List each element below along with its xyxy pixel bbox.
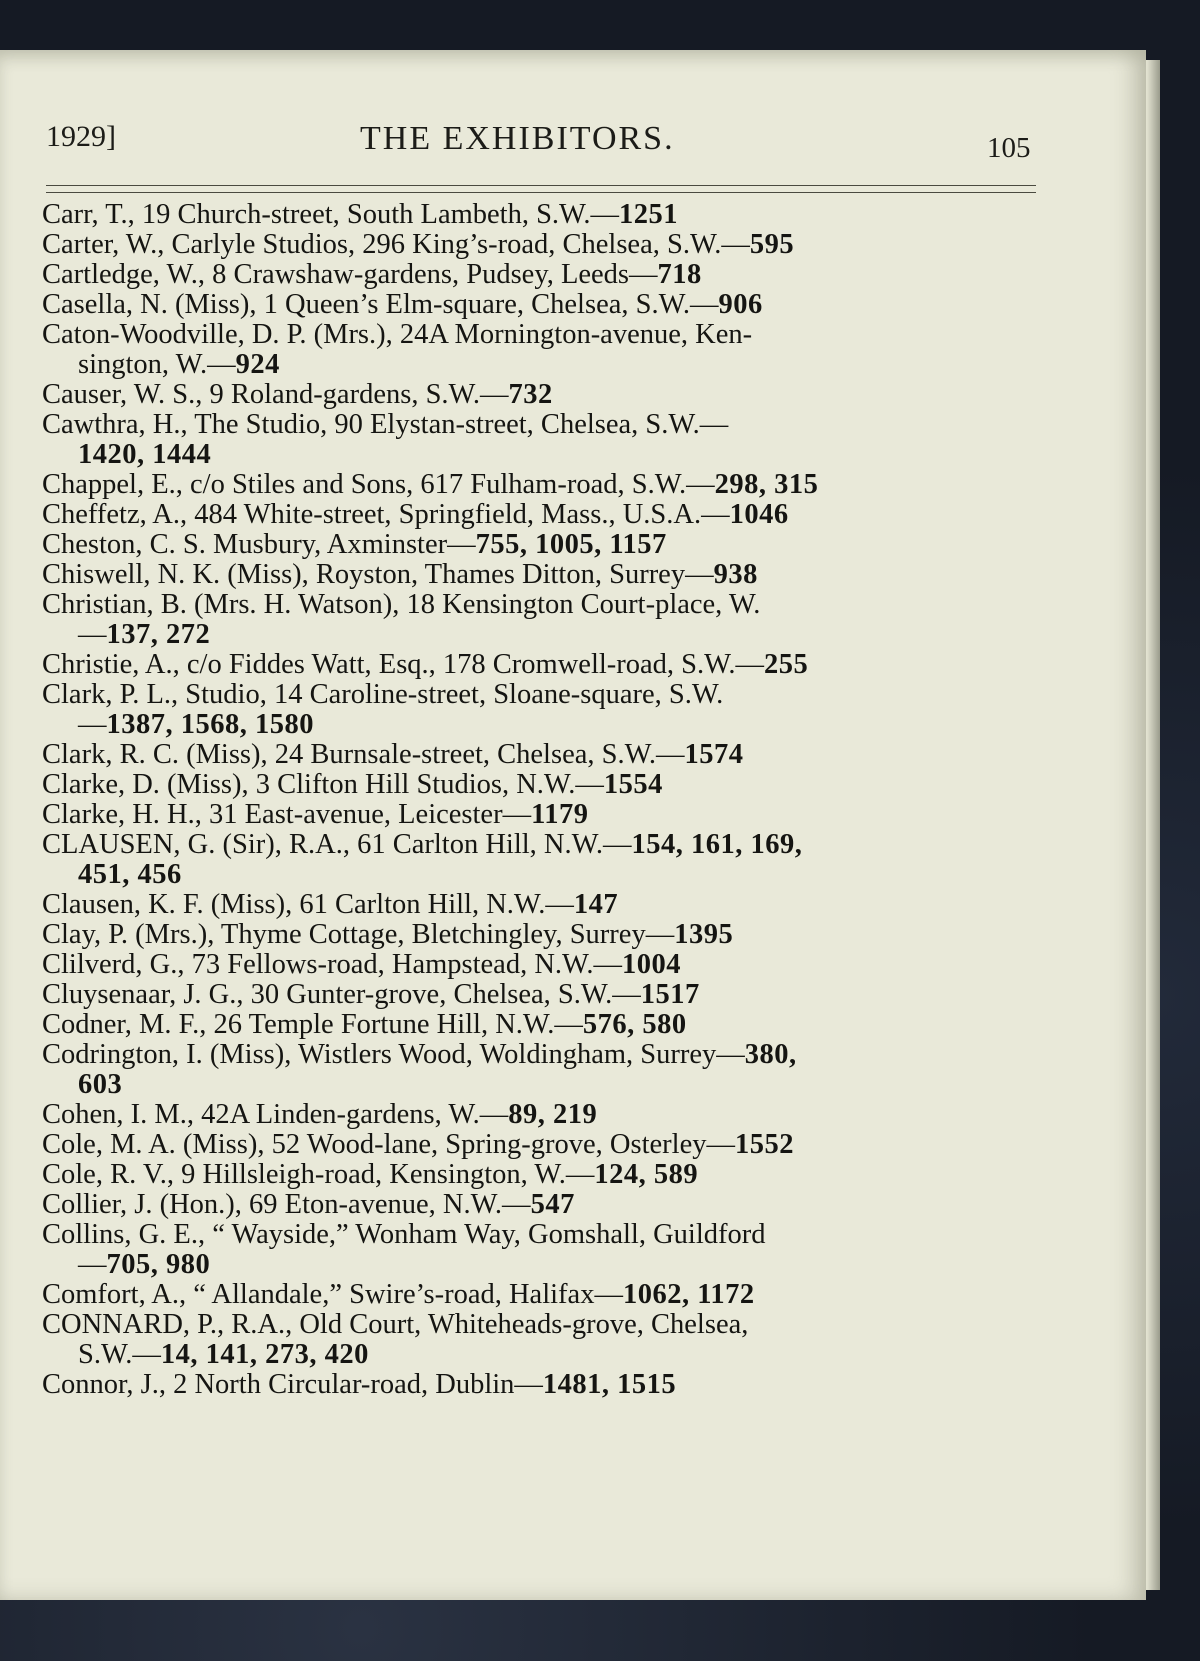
entry-catalogue-numbers: 298, 315 [714, 469, 819, 500]
exhibitor-entry [42, 1160, 1042, 1190]
exhibitor-entry [42, 230, 1042, 260]
exhibitor-entry [42, 860, 1042, 890]
entry-text: Chappel, E., c/o Stiles and Sons, 617 Fulham-road, S.W.— [42, 469, 715, 500]
entry-text: Collier, J. (Hon.), 69 Eton-avenue, N.W.— [42, 1189, 531, 1220]
entry-catalogue-numbers: 1574 [684, 739, 744, 770]
exhibitor-entry [42, 1370, 1042, 1400]
entry-text: Carr, T., 19 Church-street, South Lambeth, S.W.— [42, 199, 619, 230]
entry-text: Clark, R. C. (Miss), 24 Burnsale-street, Chelsea, S.W.— [42, 739, 685, 770]
entry-text: Chiswell, N. K. (Miss), Royston, Thames Ditton, Surrey— [42, 559, 714, 590]
exhibitor-entry [42, 200, 1042, 230]
entry-catalogue-numbers: 705, 980 [106, 1249, 211, 1280]
entry-text: Caton-Woodville, D. P. (Mrs.), 24A Mornington-avenue, Ken- [42, 319, 753, 350]
page-title: THE EXHIBITORS. [360, 120, 675, 157]
exhibitor-entry [42, 740, 1042, 770]
exhibitor-entry [42, 380, 1042, 410]
entry-catalogue-numbers: 1395 [674, 919, 734, 950]
entry-text: Cartledge, W., 8 Crawshaw-gardens, Pudsey, Leeds— [42, 259, 658, 290]
entry-catalogue-numbers: 755, 1005, 1157 [475, 529, 667, 560]
exhibitor-entry [42, 800, 1042, 830]
exhibitor-entry [42, 1340, 1042, 1370]
entry-text: Clarke, H. H., 31 East-avenue, Leicester— [42, 799, 532, 830]
exhibitor-entry [42, 1190, 1042, 1220]
entry-catalogue-numbers: 1046 [729, 499, 789, 530]
entry-catalogue-numbers: 924 [235, 349, 280, 380]
entry-catalogue-numbers: 603 [78, 1069, 123, 1100]
entry-catalogue-numbers: 154, 161, 169, [631, 829, 803, 860]
entry-catalogue-numbers: 451, 456 [78, 859, 182, 890]
exhibitor-entry [42, 500, 1042, 530]
entry-catalogue-numbers: 1062, 1172 [622, 1279, 755, 1310]
exhibitor-entry [42, 950, 1042, 980]
entry-catalogue-numbers: 1251 [618, 199, 678, 230]
header-rule [46, 185, 1036, 193]
entry-catalogue-numbers: 14, 141, 273, 420 [160, 1339, 369, 1370]
entry-catalogue-numbers: 1517 [640, 979, 700, 1010]
running-head [42, 110, 1042, 164]
page-number: 105 [987, 132, 1031, 164]
entry-text: Cole, R. V., 9 Hillsleigh-road, Kensington, W.— [42, 1159, 595, 1190]
entry-text: — [78, 1249, 107, 1280]
exhibitor-entry [42, 650, 1042, 680]
entry-text: — [78, 709, 107, 740]
entry-text: Clay, P. (Mrs.), Thyme Cottage, Bletchingley, Surrey— [42, 919, 675, 950]
entry-text: Cohen, I. M., 42A Linden-gardens, W.— [42, 1099, 509, 1130]
exhibitor-entry [42, 1070, 1042, 1100]
entry-text: Codrington, I. (Miss), Wistlers Wood, Woldingham, Surrey— [42, 1039, 745, 1070]
exhibitor-entry [42, 1310, 1042, 1340]
entry-text: Christian, B. (Mrs. H. Watson), 18 Kensington Court-place, W. [42, 589, 761, 620]
exhibitor-list [42, 200, 1042, 1400]
exhibitor-entry [42, 980, 1042, 1010]
entry-text: Cheston, C. S. Musbury, Axminster— [42, 529, 476, 560]
entry-text: sington, W.— [78, 349, 236, 380]
exhibitor-entry [42, 1130, 1042, 1160]
exhibitor-entry [42, 1280, 1042, 1310]
entry-catalogue-numbers: 137, 272 [106, 619, 211, 650]
entry-catalogue-numbers: 576, 580 [582, 1009, 687, 1040]
entry-text: Christie, A., c/o Fiddes Watt, Esq., 178 Cromwell-road, S.W.— [42, 649, 765, 680]
entry-catalogue-numbers: 255 [764, 649, 809, 680]
exhibitor-entry [42, 890, 1042, 920]
exhibitor-entry [42, 350, 1042, 380]
entry-catalogue-numbers: 906 [718, 289, 763, 320]
entry-catalogue-numbers: 147 [573, 889, 619, 920]
header-year: 1929] [46, 120, 116, 153]
entry-catalogue-numbers: 595 [749, 229, 795, 260]
exhibitor-entry [42, 260, 1042, 290]
exhibitor-entry [42, 680, 1042, 710]
entry-text: Cluysenaar, J. G., 30 Gunter-grove, Chelsea, S.W.— [42, 979, 641, 1010]
entry-catalogue-numbers: 1552 [734, 1129, 794, 1160]
exhibitor-entry [42, 530, 1042, 560]
entry-text: Casella, N. (Miss), 1 Queen’s Elm-square, Chelsea, S.W.— [42, 289, 719, 320]
entry-text: — [78, 619, 107, 650]
entry-catalogue-numbers: 732 [508, 379, 553, 410]
entry-text: Cawthra, H., The Studio, 90 Elystan-street, Chelsea, S.W.— [42, 409, 729, 440]
entry-text: Codner, M. F., 26 Temple Fortune Hill, N.W.— [42, 1009, 583, 1040]
entry-catalogue-numbers: 124, 589 [594, 1159, 699, 1190]
exhibitor-entry [42, 1220, 1042, 1250]
entry-text: CONNARD, P., R.A., Old Court, Whiteheads-grove, Chelsea, [42, 1309, 749, 1340]
entry-catalogue-numbers: 718 [657, 259, 702, 290]
exhibitor-entry [42, 710, 1042, 740]
exhibitor-entry [42, 290, 1042, 320]
entry-catalogue-numbers: 938 [713, 559, 758, 590]
entry-text: Cole, M. A. (Miss), 52 Wood-lane, Spring-grove, Osterley— [42, 1129, 735, 1160]
entry-catalogue-numbers: 89, 219 [508, 1099, 598, 1130]
exhibitor-entry [42, 590, 1042, 620]
entry-catalogue-numbers: 547 [530, 1189, 575, 1220]
exhibitor-entry [42, 1040, 1042, 1070]
exhibitor-entry [42, 470, 1042, 500]
exhibitor-entry [42, 830, 1042, 860]
entry-text: Comfort, A., “ Allandale,” Swire’s-road, Halifax— [42, 1279, 623, 1310]
entry-catalogue-numbers: 380, [744, 1039, 797, 1070]
entry-text: Causer, W. S., 9 Roland-gardens, S.W.— [42, 379, 509, 410]
exhibitor-entry [42, 1100, 1042, 1130]
entry-catalogue-numbers: 1004 [621, 949, 681, 980]
exhibitor-entry [42, 920, 1042, 950]
exhibitor-entry [42, 1010, 1042, 1040]
exhibitor-entry [42, 320, 1042, 350]
entry-text: Collins, G. E., “ Wayside,” Wonham Way, Gomshall, Guildford [42, 1219, 766, 1250]
entry-text: S.W.— [78, 1339, 161, 1370]
exhibitor-entry [42, 410, 1042, 440]
exhibitor-entry [42, 770, 1042, 800]
exhibitor-entry [42, 440, 1042, 470]
entry-catalogue-numbers: 1387, 1568, 1580 [106, 709, 314, 740]
entry-text: Clarke, D. (Miss), 3 Clifton Hill Studios, N.W.— [42, 769, 604, 800]
entry-catalogue-numbers: 1420, 1444 [78, 439, 212, 470]
entry-text: Clark, P. L., Studio, 14 Caroline-street, Sloane-square, S.W. [42, 679, 724, 710]
entry-text: CLAUSEN, G. (Sir), R.A., 61 Carlton Hill, N.W.— [42, 829, 632, 860]
entry-catalogue-numbers: 1179 [531, 799, 589, 830]
entry-catalogue-numbers: 1481, 1515 [542, 1369, 677, 1400]
entry-catalogue-numbers: 1554 [603, 769, 663, 800]
entry-text: Clilverd, G., 73 Fellows-road, Hampstead, N.W.— [42, 949, 622, 980]
entry-text: Carter, W., Carlyle Studios, 296 King’s-road, Chelsea, S.W.— [42, 229, 750, 260]
entry-text: Clausen, K. F. (Miss), 61 Carlton Hill, N.W.— [42, 889, 574, 920]
exhibitor-entry [42, 1250, 1042, 1280]
exhibitor-entry [42, 620, 1042, 650]
exhibitor-entry [42, 560, 1042, 590]
entry-text: Connor, J., 2 North Circular-road, Dublin— [42, 1369, 543, 1400]
entry-text: Cheffetz, A., 484 White-street, Springfield, Mass., U.S.A.— [42, 499, 730, 530]
